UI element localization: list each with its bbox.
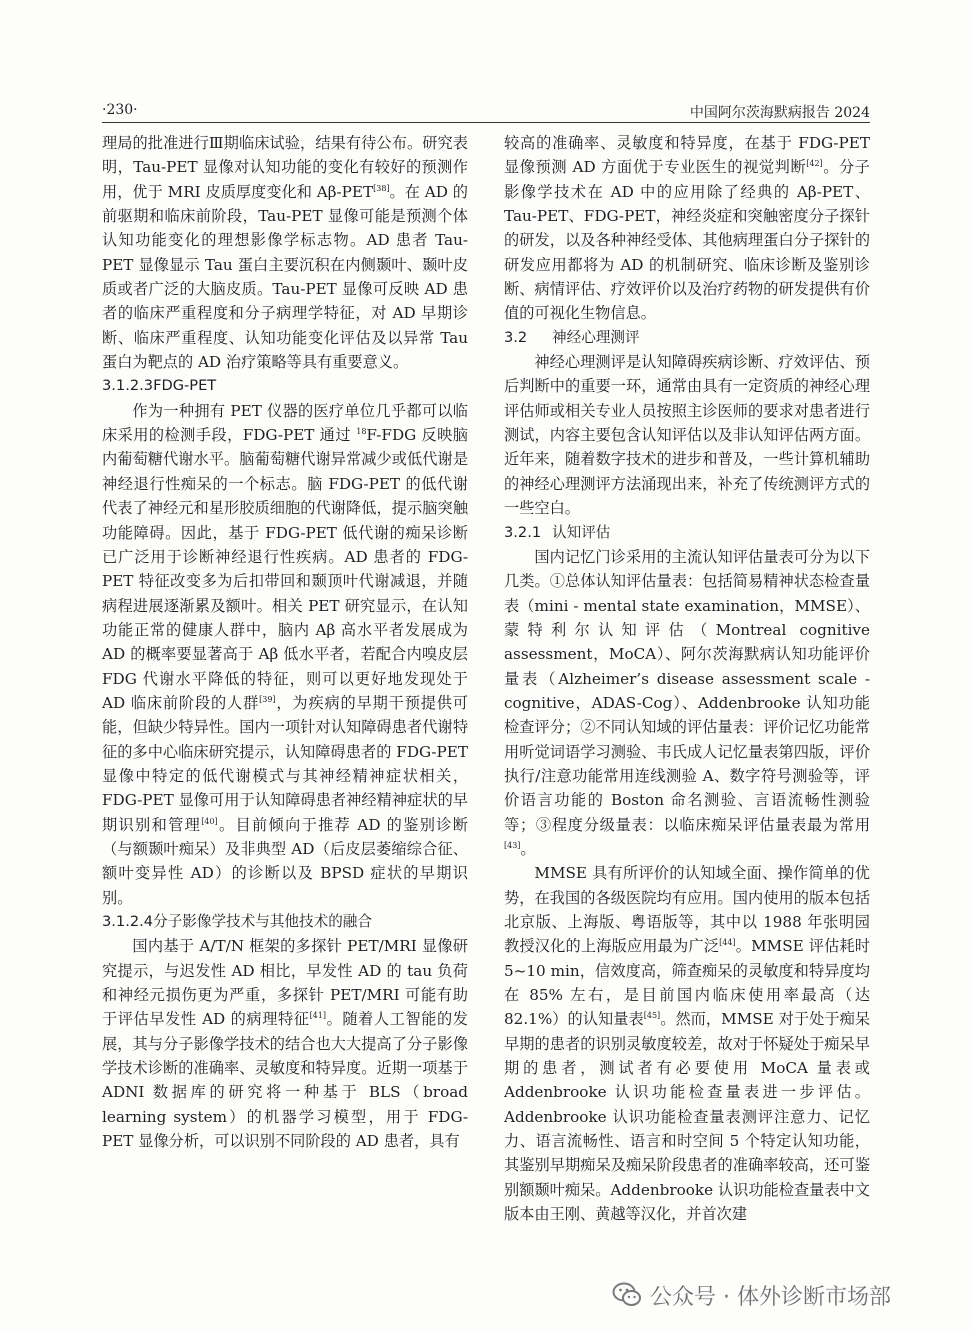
paragraph (504, 545, 870, 861)
section-title: 分子影像学技术与其他技术的融合 (153, 913, 372, 930)
citation: [40] (201, 816, 218, 826)
paragraph (504, 350, 870, 520)
paragraph (504, 131, 870, 326)
paragraph (102, 934, 468, 1153)
citation: [39] (259, 694, 276, 704)
section-title: 神经心理测评 (552, 328, 640, 346)
text-run: 。然而，MMSE 对于处于痴呆早期的患者的识别灵敏度较差，故对于怀疑处于痴呆早期的患者，测试者有必要使用 MoCA 量表或 Addenbrooke 认识功能检查量表进一步评估。Addenbrooke 认识功能检查量表测评注意力、记忆力、语言流畅性、语言和时空间 5 个特定认知功能，其鉴别早期痴呆及痴呆阶段患者的准确率较高，还可鉴别额颞叶痴呆。Addenbrooke 认识功能检查量表中文版本由王刚、黄越等汉化，并首次建 (504, 1010, 871, 1224)
text-run: 。 (520, 839, 536, 858)
paragraph (102, 399, 468, 910)
citation: [41] (309, 1011, 326, 1021)
citation: [44] (719, 938, 736, 948)
watermark (612, 1278, 891, 1312)
page-number: ·230· (102, 102, 138, 118)
text-run: 。目前倾向于推荐 AD 的鉴别诊断（与额颞叶痴呆）及非典型 AD（后皮层萎缩综合征、额叶变异性 AD）的诊断以及 BPSD 症状的早期识别。 (102, 815, 468, 907)
section-heading (504, 521, 870, 545)
section-number: 3.1.2.3 (102, 377, 154, 395)
citation: 18 (356, 427, 367, 437)
section-title: 认知评估 (552, 523, 611, 541)
right-column (504, 131, 870, 1226)
section-number: 3.2.1 (504, 523, 542, 541)
text-run: 。分子影像学技术在 AD 中的应用除了经典的 Aβ-PET、Tau-PET、FDG-PET，神经炎症和突触密度分子探针的研发，以及各种神经受体、其他病理蛋白分子探针的研发应用都将为 AD 的机制研究、临床诊断及鉴别诊断、病情评估、疗效评价以及治疗药物的研发提供有价值的可视化生物信息。 (504, 158, 870, 323)
text-run: ，为疾病的早期干预提供可能，但缺少特异性。国内一项针对认知障碍患者代谢特征的多中心临床研究提示，认知障碍患者的 FDG-PET 显像中特定的低代谢模式与其神经精神症状相关，FDG-PET 显像可用于认知障碍患者神经精神症状的早期识别和管理 (102, 693, 468, 834)
citation: [43] (504, 840, 521, 850)
section-heading (102, 910, 468, 934)
text-run: MMSE 具有所评价的认知域全面、操作简单的优势，在我国的各级医院均有应用。国内使用的版本包括北京版、上海版、粤语版等，其中以 1988 年张明园教授汉化的上海版应用最为广泛 (504, 864, 870, 956)
left-column (102, 131, 468, 1153)
text-run: 。在 AD 的前驱期和临床前阶段，Tau-PET 显像可能是预测个体认知功能变化的理想影像学标志物。AD 患者 Tau-PET 显像显示 Tau 蛋白主要沉积在内侧颞叶、颞叶皮质或者广泛的大脑皮质。Tau-PET 显像可反映 AD 患者的临床严重程度和分子病理学特征，对 AD 早期诊断、临床严重程度、认知功能变化评估及以异常 Tau 蛋白为靶点的 AD 治疗策略等具有重要意义。 (102, 182, 468, 372)
wechat-icon (612, 1282, 642, 1308)
page-header (102, 100, 870, 123)
text-run: 作为一种拥有 PET 仪器的医疗单位几乎都可以临床采用的检测手段，FDG-PET 通过 (102, 401, 468, 445)
section-heading (504, 326, 870, 350)
text-run: 。随着人工智能的发展，其与分子影像学技术的结合也大大提高了分子影像学技术诊断的准确率、灵敏度和特异度。近期一项基于 ADNI 数据库的研究将一种基于 BLS（broad learning system）的机器学习模型，用于 FDG-PET 显像分析，可以识别不同阶段的 AD 患者，具有 (102, 1010, 468, 1151)
citation: [45] (643, 1011, 661, 1021)
text-run: 较高的准确率、灵敏度和特异度，在基于 FDG-PET 显像预测 AD 方面优于专业医生的视觉判断 (504, 134, 870, 177)
section-heading (102, 374, 468, 398)
citation: [42] (806, 159, 823, 169)
citation: [38] (373, 183, 390, 193)
text-run: 神经心理测评是认知障碍疾病诊断、疗效评估、预后判断中的重要一环，通常由具有一定资质的神经心理评估师或相关专业人员按照主诊医师的要求对患者进行测试，内容主要包含认知评估以及非认知评估两方面。近年来，随着数字技术的进步和普及，一些计算机辅助的神经心理测评方法涌现出来，补充了传统测评方式的一些空白。 (504, 353, 870, 518)
text-run: 国内记忆门诊采用的主流认知评估量表可分为以下几类。①总体认知评估量表：包括简易精神状态检查量表（mini - mental state examination，MMSE）、蒙特利尔认知评估（Montreal cognitive assessment，MoCA）、阿尔茨海默病认知功能评价量表（Alzheimer’s disease assessment scale - cognitive，ADAS-Cog）、Addenbrooke 认知功能检查评分；②不同认知域的评估量表：评价记忆功能常用听觉词语学习测验、韦氏成人记忆量表第四版，评价执行/注意功能常用连线测验 A、数字符号测验等，评价语言功能的 Boston 命名测验、言语流畅性测验等；③程度分级量表：以临床痴呆评估量表最为常用 (504, 547, 870, 834)
journal-title: 中国阿尔茨海默病报告 2024 (689, 105, 870, 121)
section-number: 3.2 (504, 328, 528, 346)
text-run: 国内基于 A/T/N 框架的多探针 PET/MRI 显像研究提示，与迟发性 AD 相比，早发性 AD 的 tau 负荷和神经元损伤更为严重，多探针 PET/MRI 可能有助于评估早发性 AD 的病理特征 (102, 937, 468, 1029)
paragraph (102, 131, 468, 374)
watermark-text: 公众号 · 体外诊断市场部 (650, 1284, 891, 1310)
paragraph (504, 861, 870, 1226)
section-title: FDG-PET (153, 377, 217, 395)
text-run: F-FDG 反映脑内葡萄糖代谢水平。脑葡萄糖代谢异常减少或低代谢是神经退行性痴呆的一个标志。脑 FDG-PET 的低代谢代表了神经元和星形胶质细胞的代谢降低，提示脑突触功能障碍。因此，基于 FDG-PET 低代谢的痴呆诊断已广泛用于诊断神经退行性疾病。AD 患者的 FDG-PET 特征改变多为后扣带回和颞顶叶代谢减退，并随病程进展逐渐累及额叶。相关 PET 研究显示，在认知功能正常的健康人群中，脑内 Aβ 高水平者发展成为 AD 的概率要显著高于 Aβ 低水平者，若配合内嗅皮层 FDG 代谢水平降低的特征，则可以更好地发现处于 AD 临床前阶段的人群 (102, 426, 468, 712)
text-run: 。MMSE 评估耗时 5~10 min，信效度高，筛查痴呆的灵敏度和特异度均在 85% 左右，是目前国内临床使用率最高（达 82.1%）的认知量表 (504, 937, 870, 1029)
section-number: 3.1.2.4 (102, 913, 154, 930)
text-run: 理局的批准进行Ⅲ期临床试验，结果有待公布。研究表明，Tau-PET 显像对认知功能的变化有较好的预测作用，优于 MRI 皮质厚度变化和 Aβ-PET (102, 134, 468, 201)
